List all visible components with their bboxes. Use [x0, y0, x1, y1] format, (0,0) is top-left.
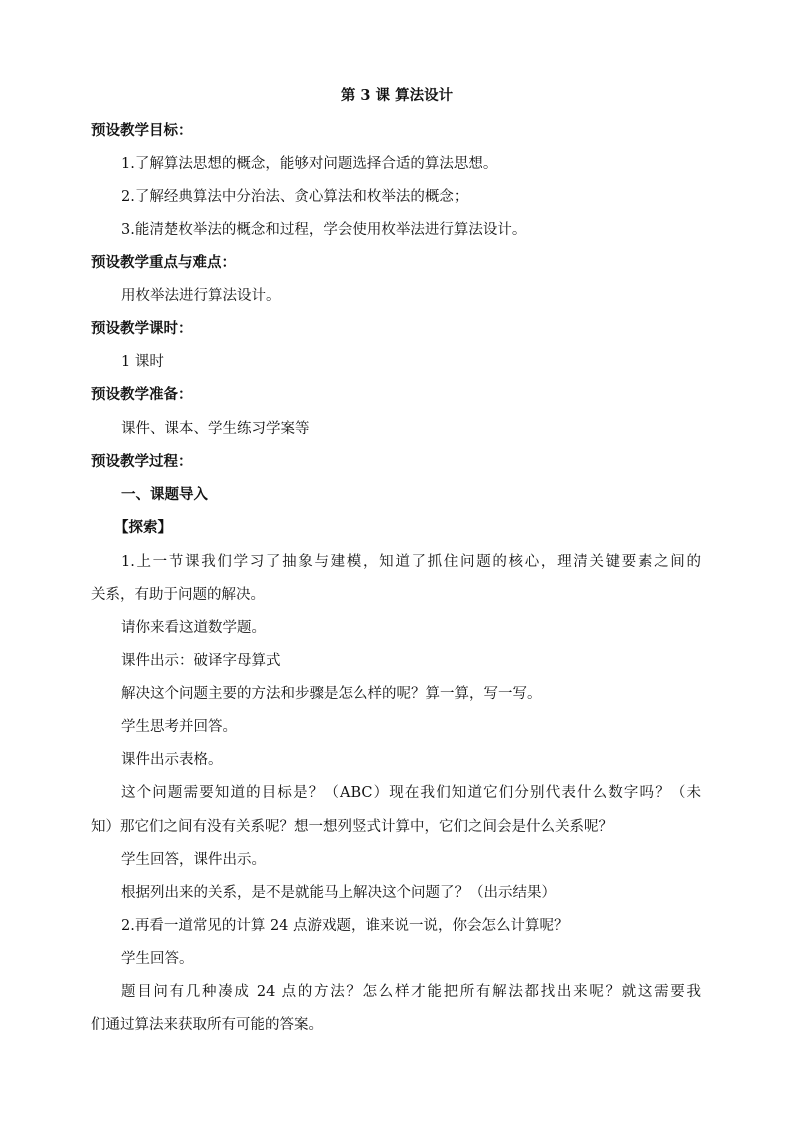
key-points-content: 用枚举法进行算法设计。: [121, 288, 281, 304]
explore-label: 【探索】: [114, 519, 172, 536]
process-paragraph-12: 2.再看一道常见的计算 24 点游戏题，谁来说一说，你会怎么计算呢？: [121, 918, 569, 934]
hours-content: 1 课时: [121, 354, 164, 370]
preparation-content: 课件、课本、学生练习学案等: [121, 421, 310, 437]
process-paragraph-8: 这个问题需要知道的目标是？（ABC）现在我们知道它们分别代表什么数字吗？（未: [121, 785, 701, 801]
goal-item-2: 2.了解经典算法中分治法、贪心算法和枚举法的概念；: [121, 189, 469, 205]
goal-item-3: 3.能清楚枚举法的概念和过程，学会使用枚举法进行算法设计。: [121, 222, 527, 238]
goal-item-1: 1.了解算法思想的概念，能够对问题选择合适的算法思想。: [121, 156, 498, 172]
process-paragraph-13: 学生回答。: [121, 951, 194, 967]
process-paragraph-1: 1.上一节课我们学习了抽象与建模，知道了抓住问题的核心，理清关键要素之间的: [121, 554, 701, 570]
process-paragraph-5: 解决这个问题主要的方法和步骤是怎么样的呢？算一算，写一写。: [121, 686, 542, 702]
key-points-heading: 预设教学重点与难点：: [91, 254, 236, 271]
process-paragraph-9: 知）那它们之间有没有关系呢？想一想列竖式计算中，它们之间会是什么关系呢？: [91, 819, 613, 835]
process-paragraph-14: 题目问有几种凑成 24 点的方法？怎么样才能把所有解法都找出来呢？就这需要我: [121, 984, 701, 1000]
process-paragraph-7: 课件出示表格。: [121, 752, 223, 768]
process-sub-heading: 一、课题导入: [121, 486, 208, 503]
process-paragraph-4: 课件出示：破译字母算式: [121, 653, 281, 669]
preparation-heading: 预设教学准备：: [91, 386, 193, 403]
page-title: 第 3 课 算法设计: [340, 87, 454, 104]
process-paragraph-2: 关系，有助于问题的解决。: [91, 587, 265, 603]
process-paragraph-6: 学生思考并回答。: [121, 719, 237, 735]
process-paragraph-10: 学生回答，课件出示。: [121, 852, 266, 868]
process-paragraph-3: 请你来看这道数学题。: [121, 620, 266, 636]
process-paragraph-15: 们通过算法来获取所有可能的答案。: [91, 1017, 323, 1033]
hours-heading: 预设教学课时：: [91, 320, 193, 337]
goals-heading: 预设教学目标：: [91, 122, 193, 139]
process-paragraph-11: 根据列出来的关系，是不是就能马上解决这个问题了？（出示结果）: [121, 885, 556, 901]
process-heading: 预设教学过程：: [91, 453, 193, 470]
